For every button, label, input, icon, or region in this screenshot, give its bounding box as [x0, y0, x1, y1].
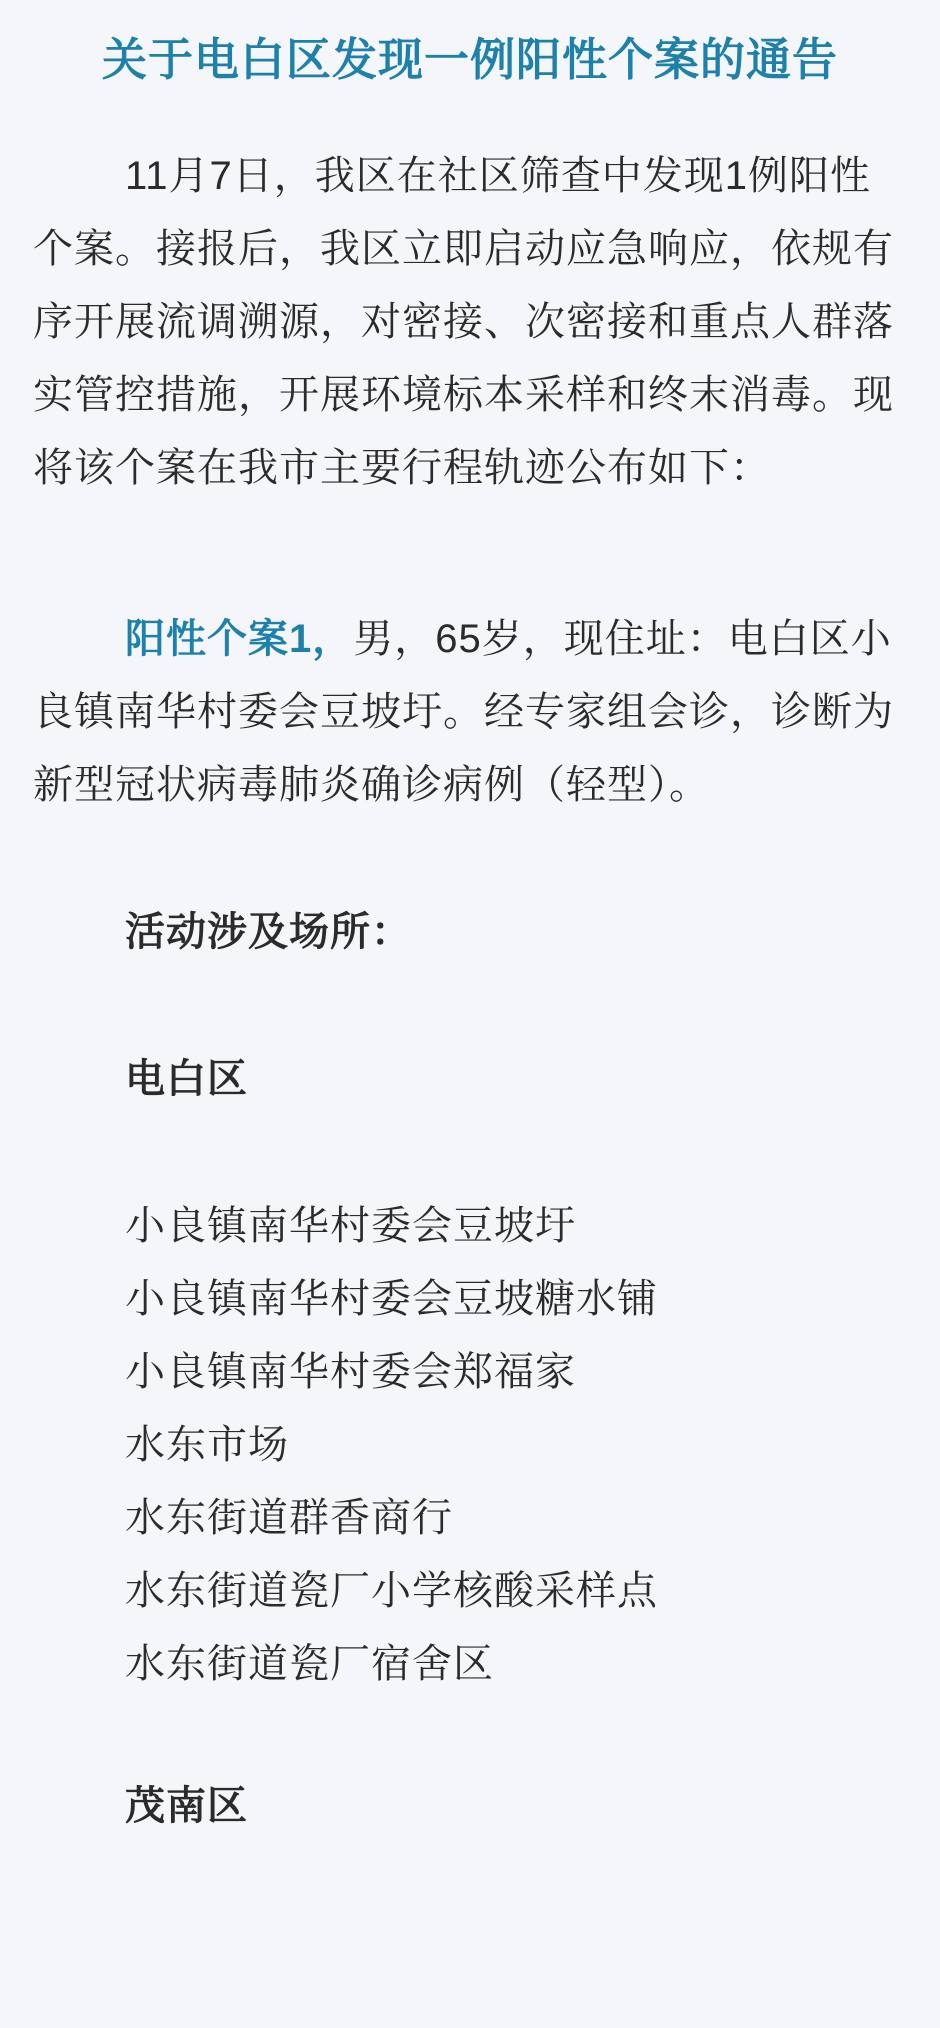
notice-title: 关于电白区发现一例阳性个案的通告 — [101, 34, 838, 85]
case-description: 男，65岁，现住址：电白区小良镇南华村委会豆坡圩。经专家组会诊，诊断为新型冠状病毒肺炎确诊病例（轻型）。 — [33, 617, 894, 807]
place-item: 小良镇南华村委会豆坡糖水铺 — [125, 1277, 658, 1321]
intro-paragraph: 11月7日，我区在社区筛查中发现1例阳性个案。接报后，我区立即启动应急响应，依规有序开展流调溯源，对密接、次密接和重点人群落实管控措施，开展环境标本采样和终末消毒。现将该个案在我市主要行程轨迹公布如下： — [33, 154, 894, 490]
place-item: 水东市场 — [125, 1423, 289, 1467]
place-item: 水东街道群香商行 — [125, 1496, 453, 1540]
district-heading-maonan: 茂南区 — [125, 1784, 248, 1828]
place-item: 小良镇南华村委会郑福家 — [125, 1350, 576, 1394]
notice-article — [0, 28, 940, 1843]
place-item: 水东街道瓷厂小学核酸采样点 — [125, 1569, 658, 1613]
places-heading: 活动涉及场所： — [125, 910, 412, 954]
place-item: 小良镇南华村委会豆坡圩 — [125, 1204, 576, 1248]
case-paragraph — [33, 603, 907, 822]
place-list — [33, 1190, 907, 1701]
case-label: 阳性个案1， — [125, 617, 354, 661]
district-heading-dianbai: 电白区 — [125, 1057, 248, 1101]
place-item: 水东街道瓷厂宿舍区 — [125, 1642, 494, 1686]
